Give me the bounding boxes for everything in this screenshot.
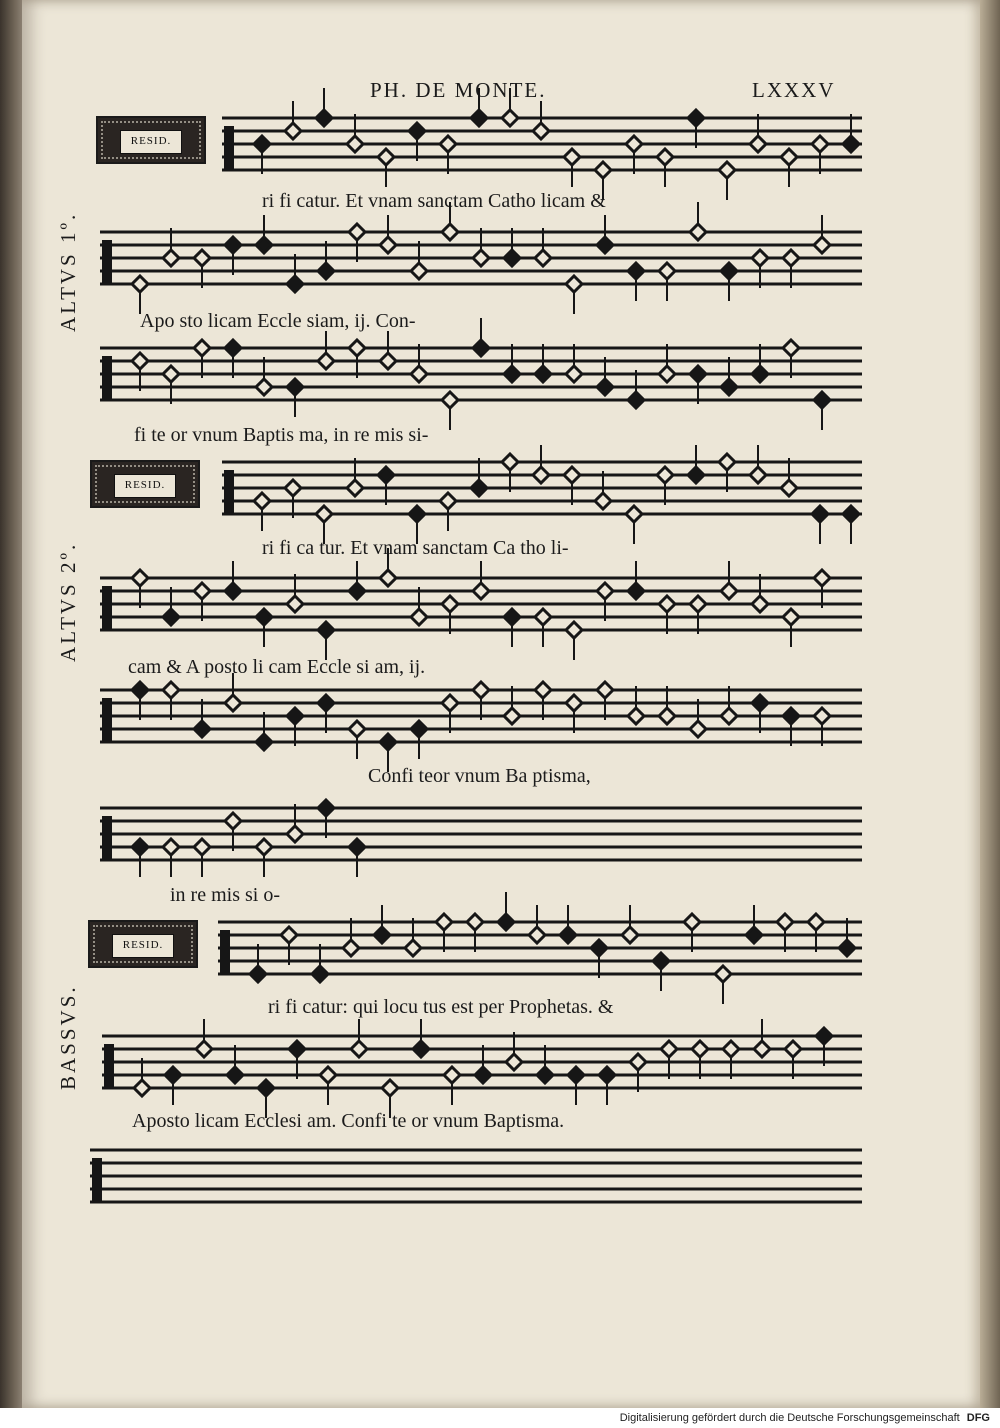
note [194,340,210,356]
note [374,927,390,943]
note [256,379,272,395]
note [504,708,520,724]
note [163,250,179,266]
note [781,480,797,496]
note [318,695,334,711]
note [502,110,518,126]
lyric-line: fi te or vnum Baptis ma, in re mis si- [134,424,429,446]
note [504,366,520,382]
note [380,353,396,369]
note [537,1067,553,1083]
note [595,493,611,509]
voice-label-altus-1: ALTVS 1º. [56,211,80,332]
note [626,136,642,152]
clef-mark [102,586,112,630]
staff [100,202,862,314]
note [721,583,737,599]
note [595,162,611,178]
note [690,366,706,382]
note [630,1054,646,1070]
lyric-line: ri fi ca tur. Et vnam sanctam Ca tho li- [262,537,569,559]
note [281,927,297,943]
note [591,940,607,956]
note [843,506,859,522]
note [440,493,456,509]
note [566,276,582,292]
note [781,149,797,165]
page-header-composer: PH. DE MONTE. [370,78,547,102]
note [378,467,394,483]
note [812,506,828,522]
note [628,392,644,408]
note [690,596,706,612]
note [378,149,394,165]
note [411,721,427,737]
staff [222,88,862,200]
note [471,110,487,126]
note [225,340,241,356]
note [622,927,638,943]
note [746,927,762,943]
note [564,149,580,165]
clef-mark [224,126,234,170]
note [597,682,613,698]
note [659,596,675,612]
note [653,953,669,969]
note [163,366,179,382]
note [349,721,365,737]
note [628,263,644,279]
note [659,366,675,382]
note [163,839,179,855]
note [628,583,644,599]
note [163,609,179,625]
note [473,250,489,266]
note [777,914,793,930]
note [225,583,241,599]
resid-label: RESID. [120,130,182,154]
note [564,467,580,483]
note [750,136,766,152]
note [194,839,210,855]
note [812,136,828,152]
page-number: LXXXV [752,78,836,102]
note [318,353,334,369]
note [225,813,241,829]
note [194,583,210,599]
note [132,570,148,586]
lyric-line: ri fi catur: qui locu tus est per Prophetas. & [268,996,614,1018]
note [843,136,859,152]
note [256,609,272,625]
dfg-logo: DFG [966,1412,990,1424]
note [659,263,675,279]
note [440,136,456,152]
resid-label: RESID. [112,934,174,958]
note [134,1080,150,1096]
note [380,237,396,253]
note [473,583,489,599]
note [783,340,799,356]
note [504,609,520,625]
note [566,622,582,638]
note [287,826,303,842]
note [132,276,148,292]
note [225,695,241,711]
note [814,708,830,724]
note [349,839,365,855]
note [657,149,673,165]
resid-label: RESID. [114,474,176,498]
note [502,454,518,470]
note [405,940,421,956]
note [318,263,334,279]
note [194,250,210,266]
note [661,1041,677,1057]
note [316,506,332,522]
clef-mark [102,240,112,284]
note [597,379,613,395]
note [285,480,301,496]
note [690,721,706,737]
page-edge [980,0,1000,1408]
note [351,1041,367,1057]
note [413,1041,429,1057]
note [690,224,706,240]
note [659,708,675,724]
note [347,136,363,152]
note [289,1041,305,1057]
clef-mark [220,930,230,974]
clef-mark [102,816,112,860]
digitization-footer [0,1408,1000,1428]
note [132,682,148,698]
note [535,609,551,625]
note [442,596,458,612]
note [285,123,301,139]
note [471,480,487,496]
voice-label-bassus: BASSVS. [56,984,80,1090]
staff [100,318,862,430]
note [256,237,272,253]
note [473,340,489,356]
book-spine [0,0,22,1408]
staff [100,548,862,660]
note [287,596,303,612]
staff [100,673,862,772]
lyric-line: Aposto licam Ecclesi am. Confi te or vnum Baptisma. [132,1110,565,1132]
note [411,263,427,279]
note [380,570,396,586]
lyric-line: cam & A posto li cam Eccle si am, ij. [128,656,426,678]
note [194,721,210,737]
note [506,1054,522,1070]
clef-mark [104,1044,114,1088]
book-page [22,0,980,1408]
note [783,708,799,724]
note [535,250,551,266]
staff [102,1019,862,1118]
note [347,480,363,496]
note [688,110,704,126]
note [287,379,303,395]
note [814,392,830,408]
note [533,123,549,139]
note [287,708,303,724]
note [349,224,365,240]
note [597,237,613,253]
note [529,927,545,943]
note [597,583,613,599]
note [258,1080,274,1096]
note [719,454,735,470]
note [566,695,582,711]
note [473,682,489,698]
note [692,1041,708,1057]
note [684,914,700,930]
note [380,734,396,750]
note [442,695,458,711]
note [132,353,148,369]
note [287,276,303,292]
note [254,136,270,152]
note [256,734,272,750]
note [628,708,644,724]
note [225,237,241,253]
clef-mark [102,356,112,400]
note [163,682,179,698]
note [250,966,266,982]
note [132,839,148,855]
note [752,596,768,612]
note [785,1041,801,1057]
note [533,467,549,483]
note [382,1080,398,1096]
staff [100,800,862,877]
note [783,609,799,625]
note [411,366,427,382]
clef-mark [92,1158,102,1202]
note [409,123,425,139]
note [839,940,855,956]
note [568,1067,584,1083]
note [688,467,704,483]
note [320,1067,336,1083]
note [444,1067,460,1083]
note [719,162,735,178]
note [723,1041,739,1057]
note [256,839,272,855]
note [165,1067,181,1083]
note [721,379,737,395]
note [409,506,425,522]
note [816,1028,832,1044]
voice-label-altus-2: ALTVS 2º. [56,541,80,662]
note [721,263,737,279]
clef-mark [224,470,234,514]
note [808,914,824,930]
note [566,366,582,382]
note [504,250,520,266]
note [750,467,766,483]
lyric-line: Confi teor vnum Ba ptisma, [368,765,591,787]
note [752,695,768,711]
note [814,570,830,586]
note [783,250,799,266]
note [442,224,458,240]
note [349,340,365,356]
note [626,506,642,522]
note [599,1067,615,1083]
note [316,110,332,126]
footer-text: Digitalisierung gefördert durch die Deutsche Forschungsgemeinschaft [619,1412,960,1424]
staff [218,892,862,1004]
note [721,708,737,724]
note [467,914,483,930]
note [475,1067,491,1083]
note [318,622,334,638]
note [535,366,551,382]
note [254,493,270,509]
staff [90,1150,862,1202]
note [814,237,830,253]
note [318,800,334,816]
note [349,583,365,599]
note [436,914,452,930]
lyric-line: Apo sto licam Eccle siam, ij. Con- [140,310,416,332]
note [227,1067,243,1083]
note [715,966,731,982]
note [498,914,514,930]
note [535,682,551,698]
note [312,966,328,982]
note [442,392,458,408]
note [754,1041,770,1057]
note [752,250,768,266]
clef-mark [102,698,112,742]
note [560,927,576,943]
note [657,467,673,483]
lyric-line: ri fi catur. Et vnam sanctam Catho licam & [262,190,606,212]
note [196,1041,212,1057]
note [752,366,768,382]
note [343,940,359,956]
lyric-line: in re mis si o- [170,884,280,906]
note [411,609,427,625]
staff [222,445,862,544]
